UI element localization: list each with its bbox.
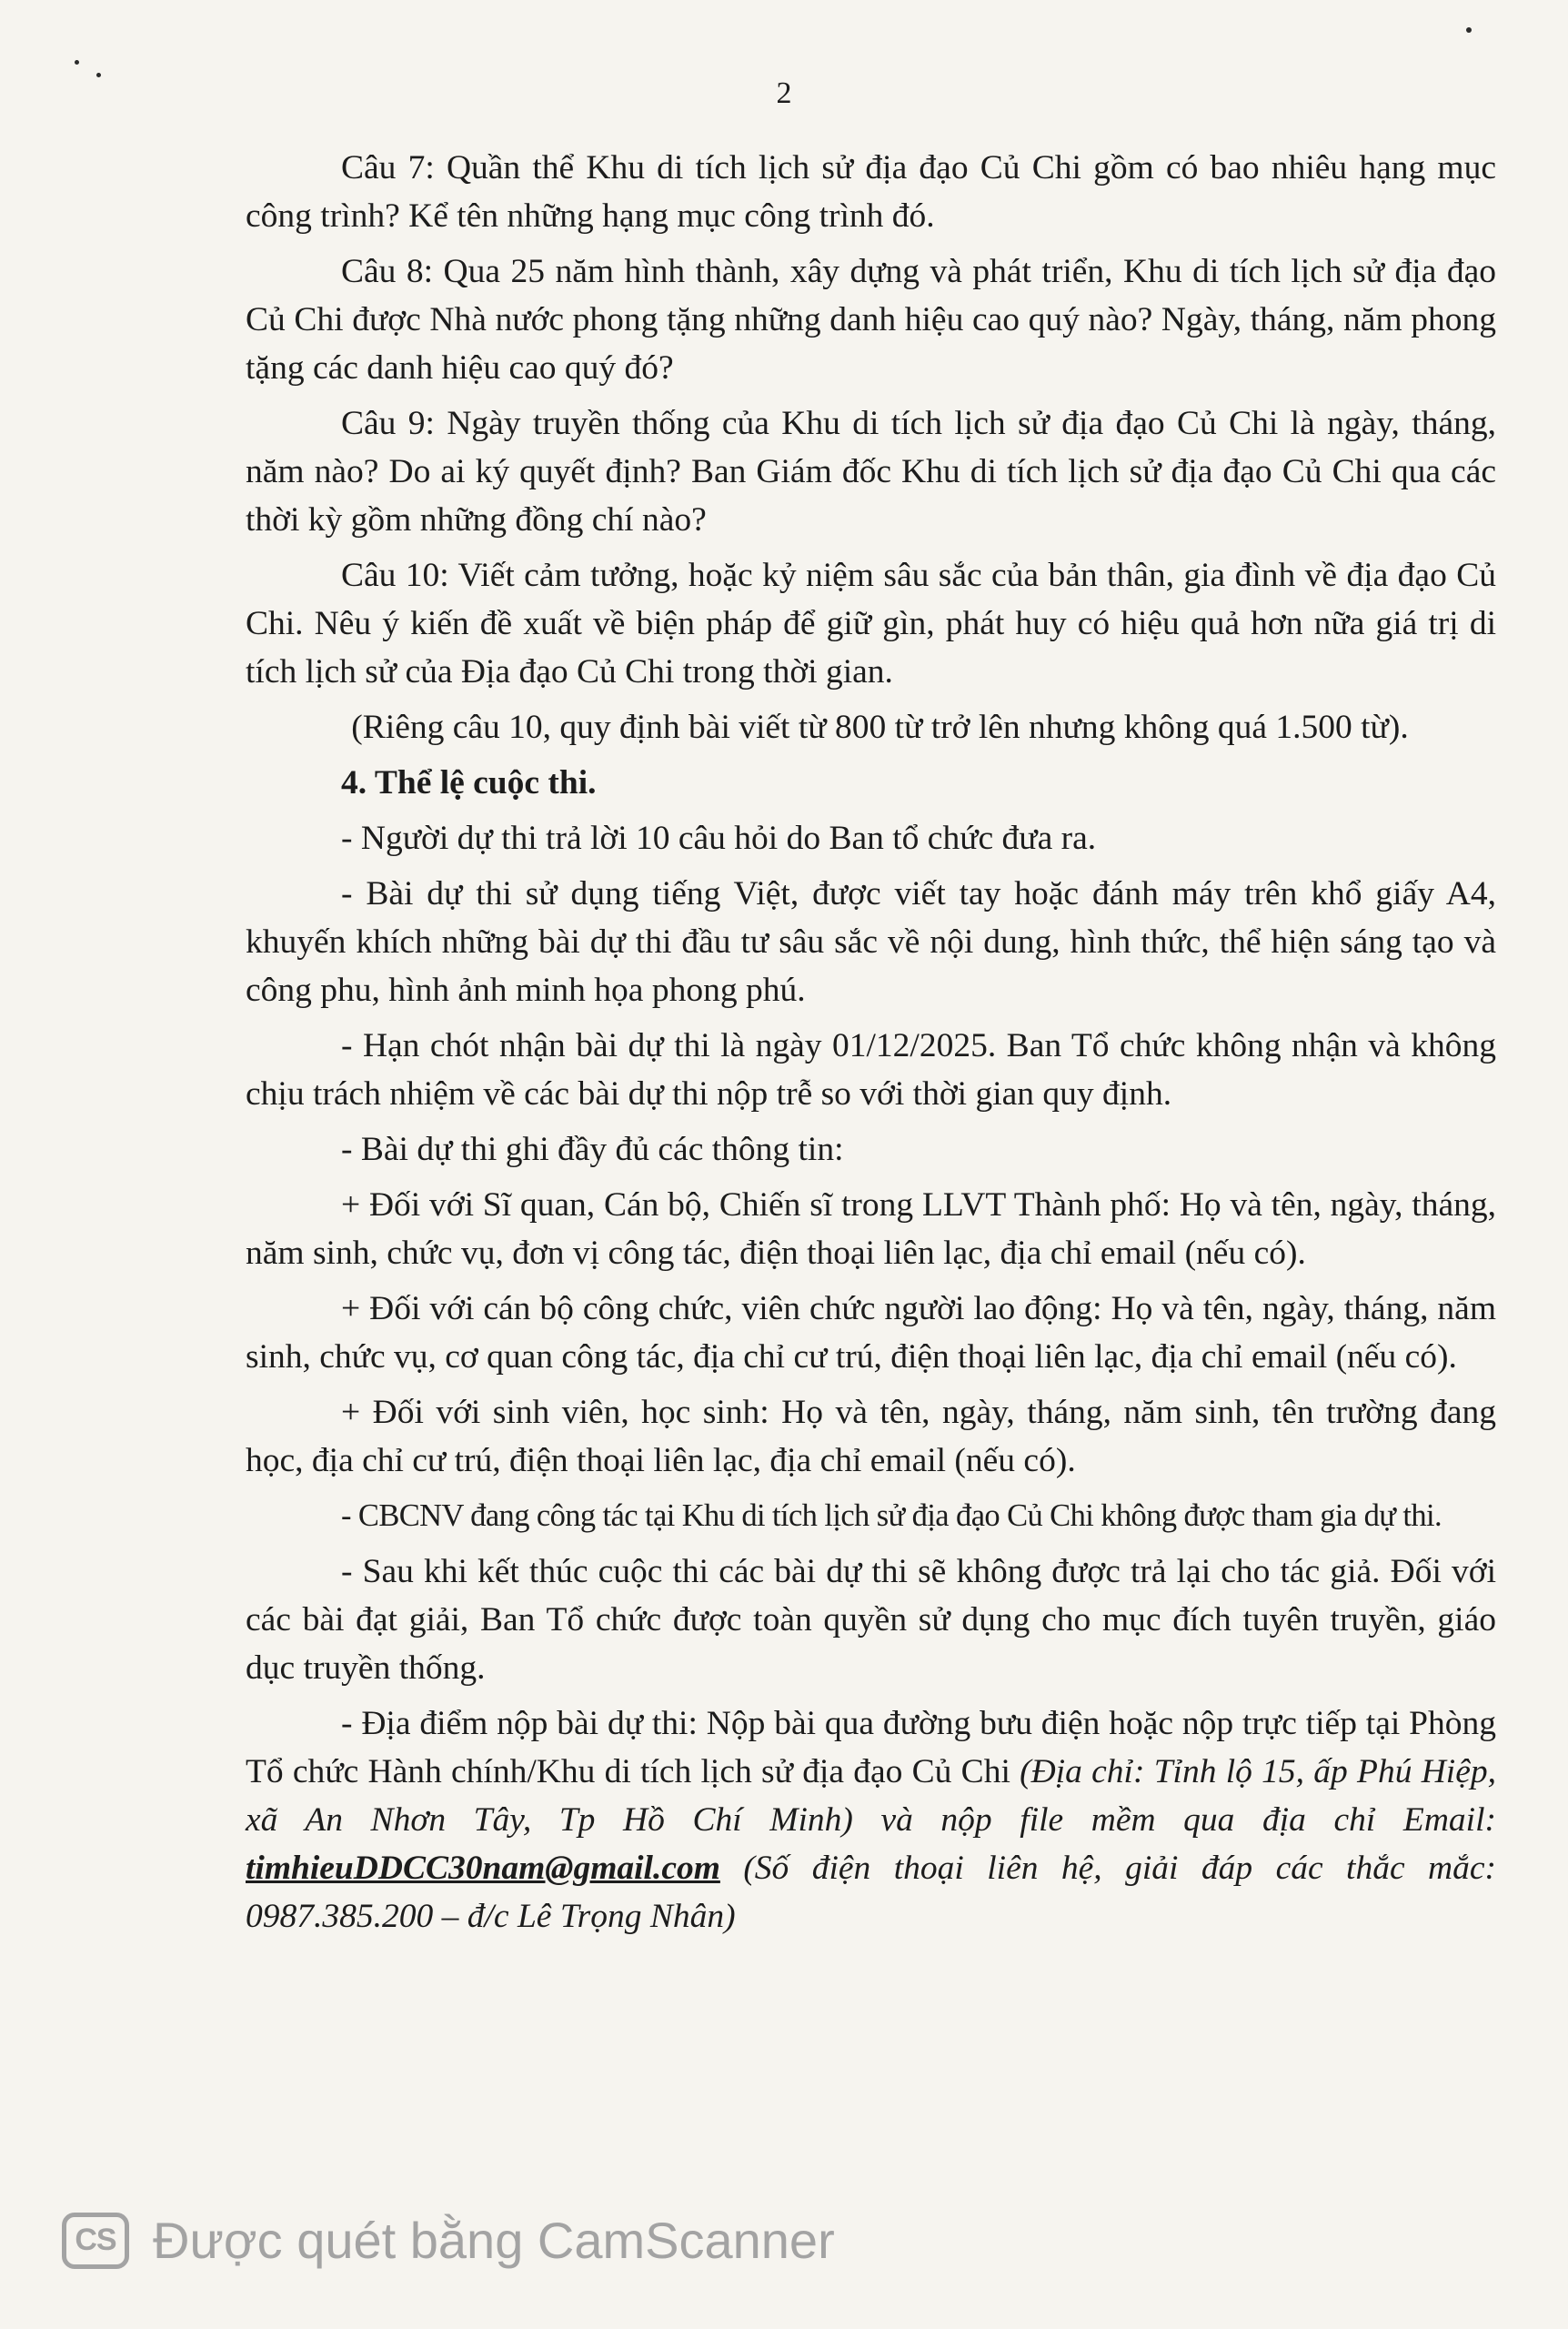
rule-language-format: - Bài dự thi sử dụng tiếng Việt, được viết tay hoặc đánh máy trên khổ giấy A4, khuyến khích những bài dự thi đầu tư sâu sắc về nội dung, hình thức, thể hiện sáng tạo và công phu, hình ảnh minh họa phong phú.: [246, 875, 1496, 1009]
rule-info-officers: + Đối với Sĩ quan, Cán bộ, Chiến sĩ trong LLVT Thành phố: Họ và tên, ngày, tháng, năm sinh, chức vụ, đơn vị công tác, điện thoại liên lạc, địa chỉ email (nếu có).: [246, 1186, 1496, 1272]
question-8: Câu 8: Qua 25 năm hình thành, xây dựng và phát triển, Khu di tích lịch sử địa đạo Củ Chi được Nhà nước phong tặng những danh hiệu cao quý nào? Ngày, tháng, năm phong tặng các danh hiệu cao quý đó?: [246, 253, 1496, 387]
page-number: 2: [776, 76, 792, 110]
rule-no-return: - Sau khi kết thúc cuộc thi các bài dự thi sẽ không được trả lại cho tác giả. Đối với các bài đạt giải, Ban Tổ chức được toàn quyền sử dụng cho mục đích tuyên truyền, giáo dục truyền thống.: [246, 1553, 1496, 1687]
question-10-note: (Riêng câu 10, quy định bài viết từ 800 từ trở lên nhưng không quá 1.500 từ).: [351, 709, 1409, 746]
document-body: [246, 144, 1496, 1948]
question-7: Câu 7: Quần thể Khu di tích lịch sử địa đạo Củ Chi gồm có bao nhiêu hạng mục công trình? Kể tên những hạng mục công trình đó.: [246, 149, 1496, 235]
scan-speck: [75, 60, 79, 65]
submission-lead: - Địa điểm nộp bài dự thi: Nộp bài qua đường bưu điện hoặc nộp trực tiếp tại Phòng Tổ chức Hành chính/Khu di tích lịch sử địa đạo Củ Chi: [246, 1705, 1496, 1790]
question-9: Câu 9: Ngày truyền thống của Khu di tích lịch sử địa đạo Củ Chi là ngày, tháng, năm nào? Do ai ký quyết định? Ban Giám đốc Khu di tích lịch sử địa đạo Củ Chi qua các thời kỳ gồm những đồng chí nào?: [246, 405, 1496, 539]
rule-participants: - Người dự thi trả lời 10 câu hỏi do Ban tổ chức đưa ra.: [341, 820, 1097, 857]
rule-deadline: - Hạn chót nhận bài dự thi là ngày 01/12/2025. Ban Tổ chức không nhận và không chịu trách nhiệm về các bài dự thi nộp trễ so với thời gian quy định.: [246, 1027, 1496, 1113]
scan-speck: [1466, 27, 1472, 33]
rule-submission: [246, 1699, 1496, 1941]
submission-contact: (Số điện thoại liên hệ, giải đáp các thắc mắc: 0987.385.200 – đ/c Lê Trọng Nhân): [246, 1850, 1496, 1935]
camscanner-watermark: [62, 2211, 835, 2270]
rule-info-civil-servants: + Đối với cán bộ công chức, viên chức người lao động: Họ và tên, ngày, tháng, năm sinh, chức vụ, cơ quan công tác, địa chỉ cư trú, điện thoại liên lạc, địa chỉ email (nếu có).: [246, 1290, 1496, 1376]
rule-staff-excluded: - CBCNV đang công tác tại Khu di tích lịch sử địa đạo Củ Chi không được tham gia dự thi.: [341, 1498, 1442, 1533]
camscanner-logo-icon: CS: [62, 2213, 129, 2269]
section-4-heading: 4. Thể lệ cuộc thi.: [341, 764, 597, 802]
rule-info-students: + Đối với sinh viên, học sinh: Họ và tên, ngày, tháng, năm sinh, tên trường đang học, địa chỉ cư trú, điện thoại liên lạc, địa chỉ email (nếu có).: [246, 1394, 1496, 1479]
submission-address: (Địa chỉ: Tỉnh lộ 15, ấp Phú Hiệp, xã An Nhơn Tây, Tp Hồ Chí Minh) và nộp file mềm qua địa chỉ Email:: [246, 1753, 1496, 1839]
watermark-text: Được quét bằng CamScanner: [153, 2212, 835, 2269]
question-10: Câu 10: Viết cảm tưởng, hoặc kỷ niệm sâu sắc của bản thân, gia đình về địa đạo Củ Chi. Nêu ý kiến đề xuất về biện pháp để giữ gìn, phát huy có hiệu quả hơn nữa giá trị di tích lịch sử của Địa đạo Củ Chi trong thời gian.: [246, 557, 1496, 691]
rule-info-required: - Bài dự thi ghi đầy đủ các thông tin:: [341, 1131, 844, 1168]
contact-email-link[interactable]: timhieuDDCC30nam@gmail.com: [246, 1850, 720, 1887]
